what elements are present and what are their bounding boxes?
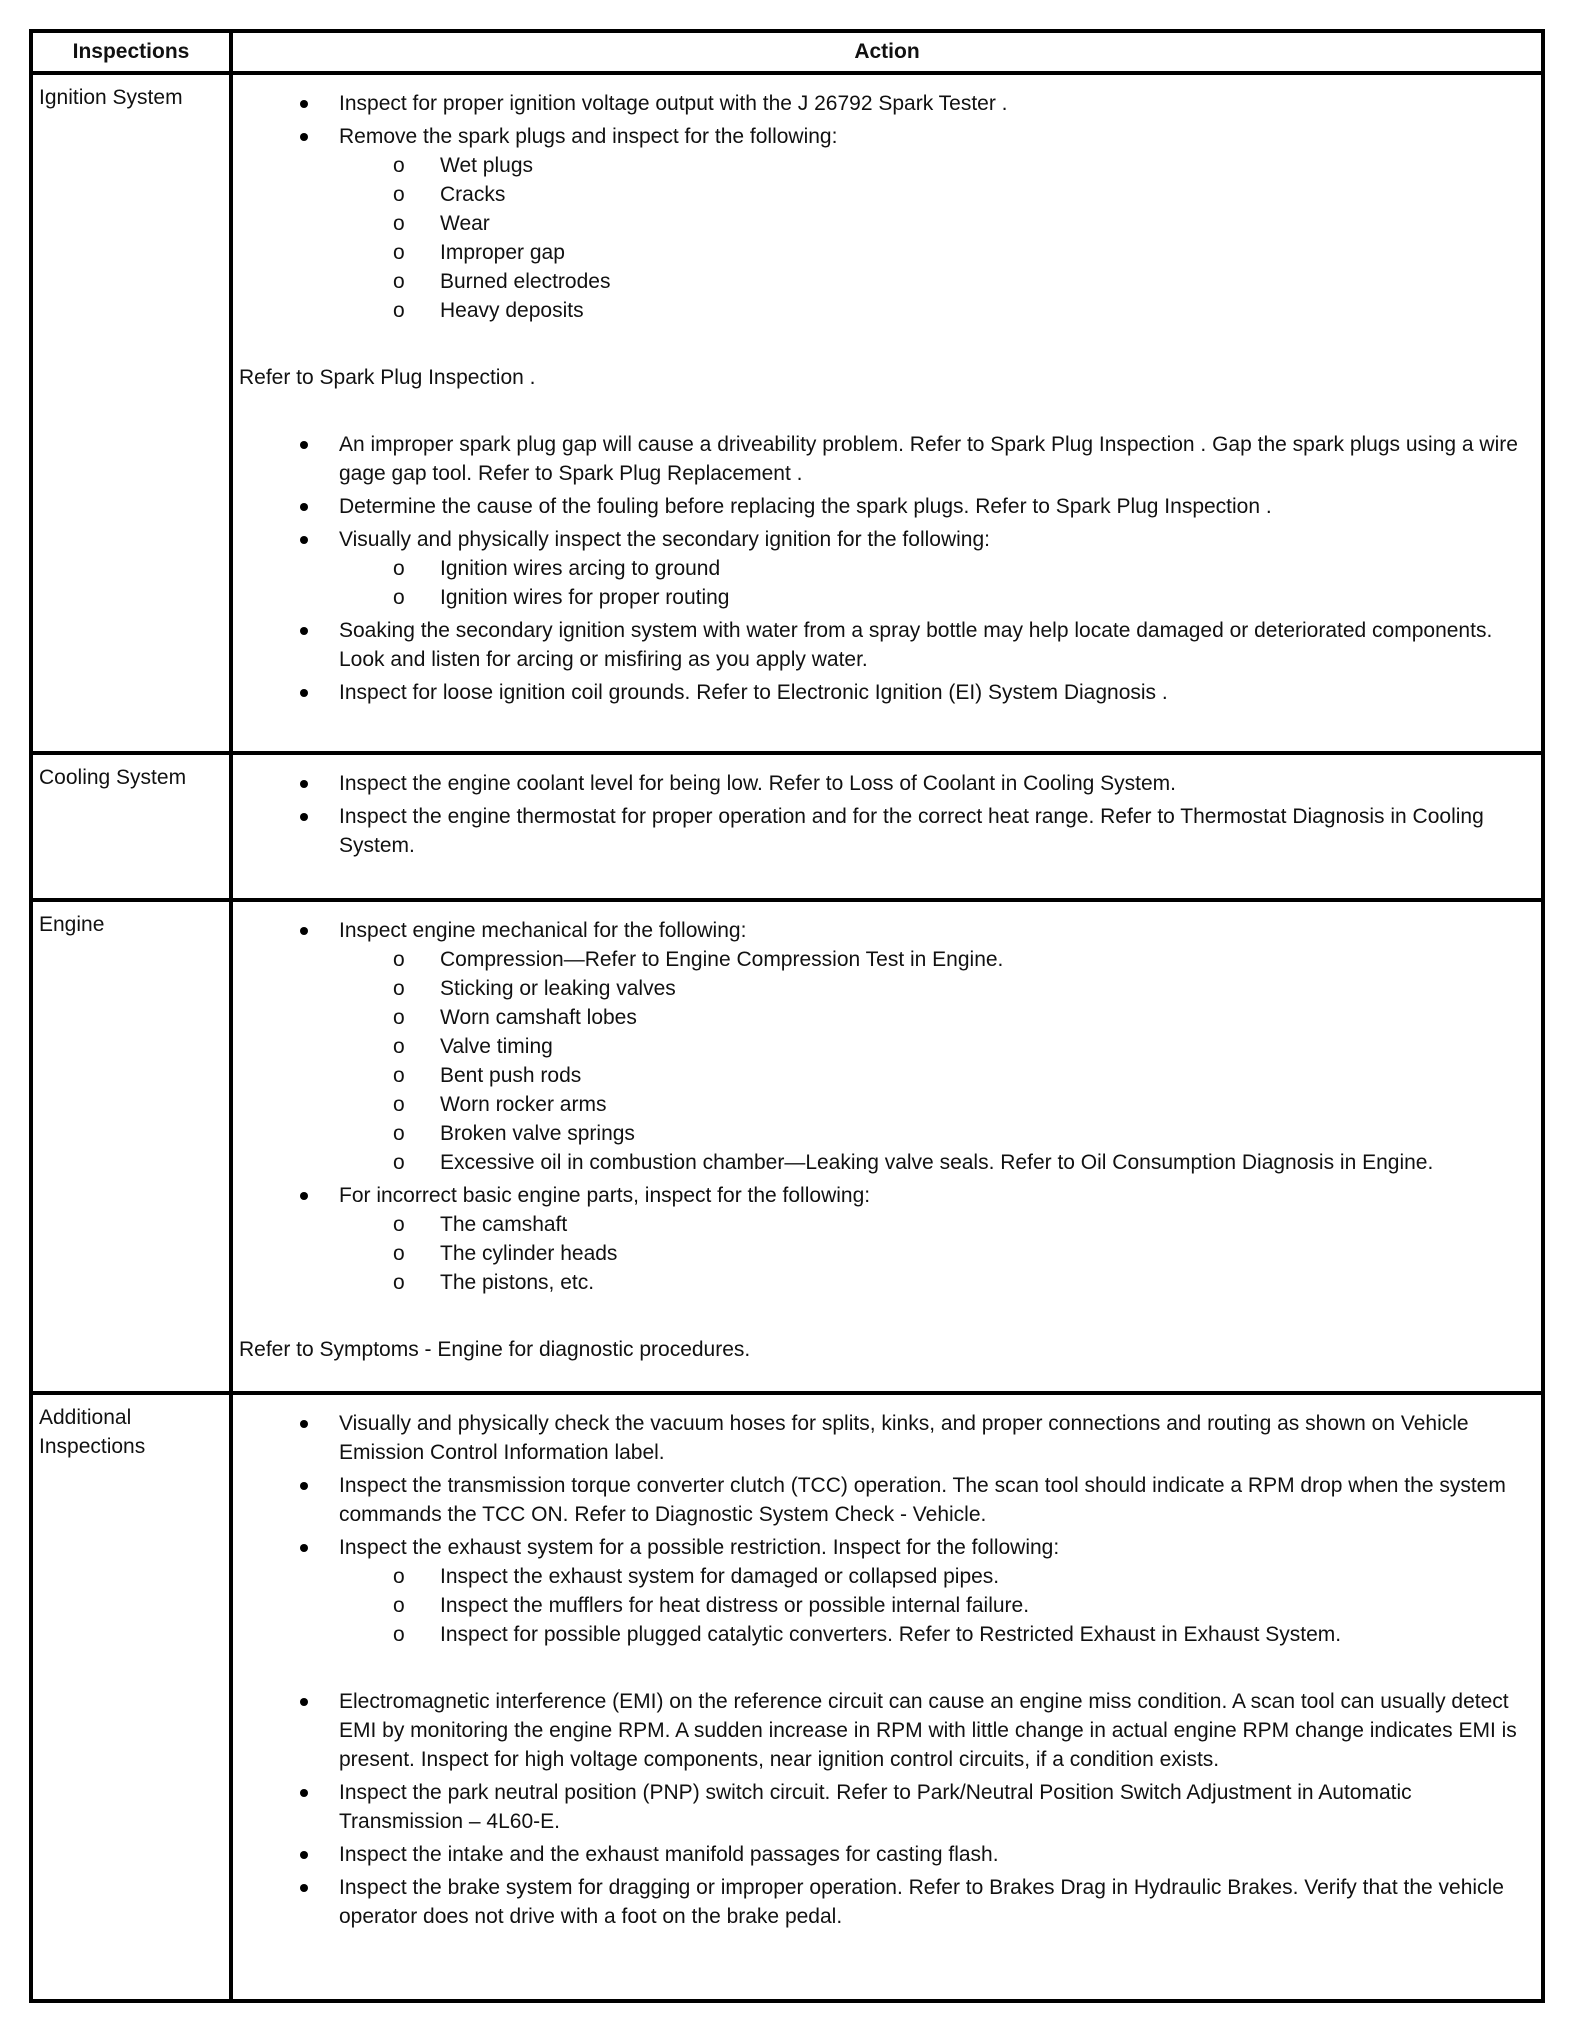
bullet-text: Inspect for proper ignition voltage output with the J 26792 Spark Tester . xyxy=(339,92,1008,115)
bullet-text: Electromagnetic interference (EMI) on the reference circuit can cause an engine miss condition. A scan tool can usually detect EMI by monitoring the engine RPM. A sudden increase in RPM with little change in actual engine RPM change indicates EMI is present. Inspect for high voltage components, near ignition control circuits, if a condition exists. xyxy=(339,1690,1517,1771)
action-paragraph: Refer to Spark Plug Inspection . xyxy=(239,366,536,389)
bullet-text: Inspect the engine thermostat for proper operation and for the correct heat range. Refer to Thermostat Diagnosis in Cooling System. xyxy=(339,805,1484,857)
bullet-item xyxy=(239,492,1535,521)
bullet-item xyxy=(239,89,1535,118)
bullet-text: Visually and physically check the vacuum hoses for splits, kinks, and proper connections and routing as shown on Vehicle Emission Control Information label. xyxy=(339,1412,1469,1464)
sub-bullet-item: o The camshaft xyxy=(239,1210,1535,1239)
bullet-item xyxy=(239,1873,1535,1931)
bullet-item xyxy=(239,916,1535,1177)
table-row xyxy=(33,1395,1541,1999)
action-cell xyxy=(233,1395,1541,1999)
table-row xyxy=(33,755,1541,902)
bullet-text: Inspect the park neutral position (PNP) switch circuit. Refer to Park/Neutral Position Switch Adjustment in Automatic Transmission – 4L60-E. xyxy=(339,1781,1412,1833)
sub-bullet-item: o Ignition wires for proper routing xyxy=(239,583,1535,612)
bullet-text: Inspect the engine coolant level for being low. Refer to Loss of Coolant in Cooling System. xyxy=(339,772,1176,795)
bullet-item xyxy=(239,1533,1535,1649)
sub-bullet-item: o Ignition wires arcing to ground xyxy=(239,554,1535,583)
header-inspections: Inspections xyxy=(33,33,233,71)
bullet-text: For incorrect basic engine parts, inspect for the following: xyxy=(339,1184,871,1207)
sub-bullet-item: o Inspect the mufflers for heat distress or possible internal failure. xyxy=(239,1591,1535,1620)
bullet-item xyxy=(239,802,1535,860)
table-row xyxy=(33,902,1541,1395)
sub-bullet-item: o Heavy deposits xyxy=(239,296,1535,325)
inspection-category: Engine xyxy=(33,902,233,1391)
inspections-table xyxy=(29,29,1545,2003)
bullet-text: Inspect the brake system for dragging or improper operation. Refer to Brakes Drag in Hydraulic Brakes. Verify that the vehicle operator does not drive with a foot on the brake pedal. xyxy=(339,1876,1504,1928)
spacer xyxy=(239,1297,1535,1331)
bullet-item xyxy=(239,1840,1535,1869)
sub-bullet-item: o Wear xyxy=(239,209,1535,238)
bullet-item xyxy=(239,616,1535,674)
inspection-category: Ignition System xyxy=(33,75,233,751)
bullet-text: Visually and physically inspect the secondary ignition for the following: xyxy=(339,528,990,551)
sub-bullet-item: o The pistons, etc. xyxy=(239,1268,1535,1297)
bullet-text: Remove the spark plugs and inspect for the following: xyxy=(339,125,838,148)
bullet-text: An improper spark plug gap will cause a driveability problem. Refer to Spark Plug Inspection . Gap the spark plugs using a wire gage gap tool. Refer to Spark Plug Replacement . xyxy=(339,433,1518,485)
sub-bullet-item: o Improper gap xyxy=(239,238,1535,267)
bullet-item xyxy=(239,1409,1535,1467)
bullet-item xyxy=(239,1687,1535,1774)
sub-bullet-item: o Wet plugs xyxy=(239,151,1535,180)
spacer xyxy=(239,1649,1535,1683)
sub-bullet-item: o Excessive oil in combustion chamber—Leaking valve seals. Refer to Oil Consumption Diagnosis in Engine. xyxy=(239,1148,1535,1177)
bullet-item xyxy=(239,122,1535,325)
bullet-text: Inspect engine mechanical for the following: xyxy=(339,919,747,942)
bullet-text: Inspect the transmission torque converter clutch (TCC) operation. The scan tool should indicate a RPM drop when the system commands the TCC ON. Refer to Diagnostic System Check - Vehicle. xyxy=(339,1474,1506,1526)
bullet-text: Inspect the exhaust system for a possible restriction. Inspect for the following: xyxy=(339,1536,1060,1559)
sub-bullet-item: o Compression—Refer to Engine Compression Test in Engine. xyxy=(239,945,1535,974)
bullet-text: Inspect for loose ignition coil grounds. Refer to Electronic Ignition (EI) System Diagnosis . xyxy=(339,681,1168,704)
action-cell xyxy=(233,75,1541,751)
action-paragraph: Refer to Symptoms - Engine for diagnostic procedures. xyxy=(239,1338,751,1361)
sub-bullet-item: o Cracks xyxy=(239,180,1535,209)
sub-bullet-item: o Sticking or leaking valves xyxy=(239,974,1535,1003)
bullet-text: Inspect the intake and the exhaust manifold passages for casting flash. xyxy=(339,1843,999,1866)
sub-bullet-item: o Worn camshaft lobes xyxy=(239,1003,1535,1032)
sub-bullet-item: o Inspect the exhaust system for damaged or collapsed pipes. xyxy=(239,1562,1535,1591)
bullet-item xyxy=(239,1778,1535,1836)
sub-bullet-item: o Worn rocker arms xyxy=(239,1090,1535,1119)
sub-bullet-item: o Valve timing xyxy=(239,1032,1535,1061)
sub-bullet-item: o The cylinder heads xyxy=(239,1239,1535,1268)
spacer xyxy=(239,325,1535,359)
spacer xyxy=(239,392,1535,426)
table-header xyxy=(33,33,1541,75)
action-cell xyxy=(233,755,1541,898)
sub-bullet-item: o Burned electrodes xyxy=(239,267,1535,296)
sub-bullet-item: o Broken valve springs xyxy=(239,1119,1535,1148)
bullet-item xyxy=(239,525,1535,612)
bullet-item xyxy=(239,769,1535,798)
table-row xyxy=(33,75,1541,755)
bullet-item xyxy=(239,1471,1535,1529)
sub-bullet-item: o Inspect for possible plugged catalytic converters. Refer to Restricted Exhaust in Exhaust System. xyxy=(239,1620,1535,1649)
bullet-item xyxy=(239,678,1535,707)
bullet-item xyxy=(239,1181,1535,1297)
sub-bullet-item: o Bent push rods xyxy=(239,1061,1535,1090)
bullet-text: Soaking the secondary ignition system with water from a spray bottle may help locate damaged or deteriorated components. Look and listen for arcing or misfiring as you apply water. xyxy=(339,619,1493,671)
bullet-text: Determine the cause of the fouling before replacing the spark plugs. Refer to Spark Plug Inspection . xyxy=(339,495,1272,518)
inspection-category: Additional Inspections xyxy=(33,1395,233,1999)
inspection-category: Cooling System xyxy=(33,755,233,898)
header-action: Action xyxy=(854,40,920,63)
bullet-item xyxy=(239,430,1535,488)
action-cell xyxy=(233,902,1541,1391)
